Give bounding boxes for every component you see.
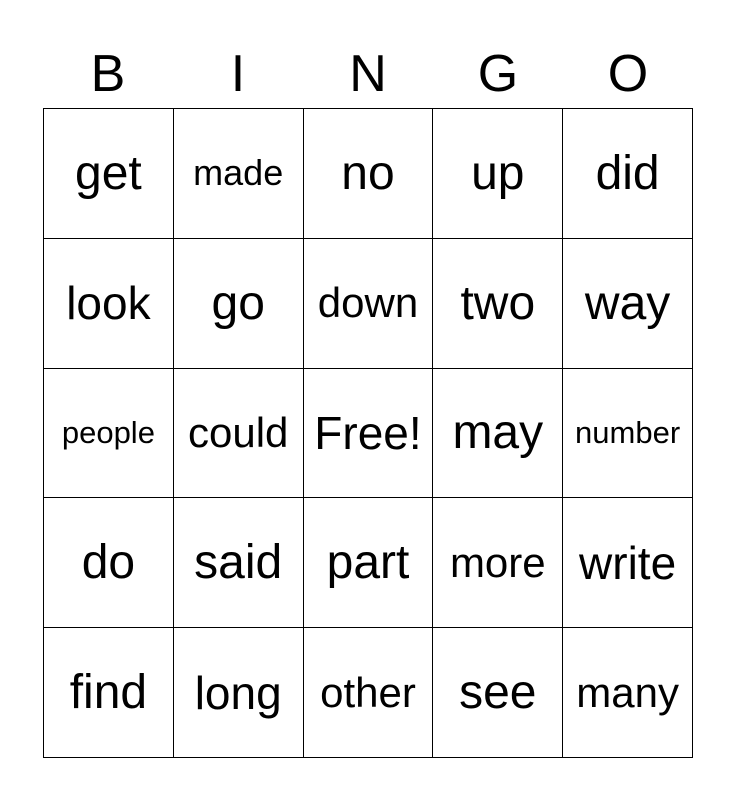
header-letter-g: G — [477, 45, 519, 103]
bingo-cell[interactable]: more — [433, 498, 563, 628]
bingo-cell[interactable]: other — [304, 628, 434, 758]
bingo-cell[interactable]: go — [174, 239, 304, 369]
bingo-cell[interactable]: write — [563, 498, 693, 628]
bingo-cell[interactable]: find — [44, 628, 174, 758]
bingo-cell[interactable]: people — [44, 369, 174, 499]
bingo-cell[interactable]: down — [304, 239, 434, 369]
bingo-cell[interactable]: long — [174, 628, 304, 758]
header-letter-b: B — [90, 45, 126, 103]
bingo-cell[interactable]: way — [563, 239, 693, 369]
header-letter-o: O — [607, 45, 649, 103]
header-letter-n: N — [349, 45, 387, 103]
bingo-cell[interactable]: up — [433, 109, 563, 239]
bingo-cell[interactable]: could — [174, 369, 304, 499]
bingo-cell[interactable]: made — [174, 109, 304, 239]
bingo-board — [43, 108, 693, 758]
header-letter-i: I — [230, 45, 246, 103]
bingo-cell[interactable]: do — [44, 498, 174, 628]
bingo-cell[interactable]: number — [563, 369, 693, 499]
bingo-cell[interactable]: two — [433, 239, 563, 369]
bingo-cell[interactable]: see — [433, 628, 563, 758]
bingo-cell[interactable]: did — [563, 109, 693, 239]
bingo-cell[interactable]: part — [304, 498, 434, 628]
bingo-header — [43, 40, 693, 108]
bingo-cell[interactable]: may — [433, 369, 563, 499]
bingo-cell[interactable]: many — [563, 628, 693, 758]
bingo-cell[interactable]: no — [304, 109, 434, 239]
bingo-cell[interactable]: get — [44, 109, 174, 239]
bingo-cell[interactable]: said — [174, 498, 304, 628]
bingo-cell[interactable]: look — [44, 239, 174, 369]
free-space-cell[interactable]: Free! — [304, 369, 434, 499]
